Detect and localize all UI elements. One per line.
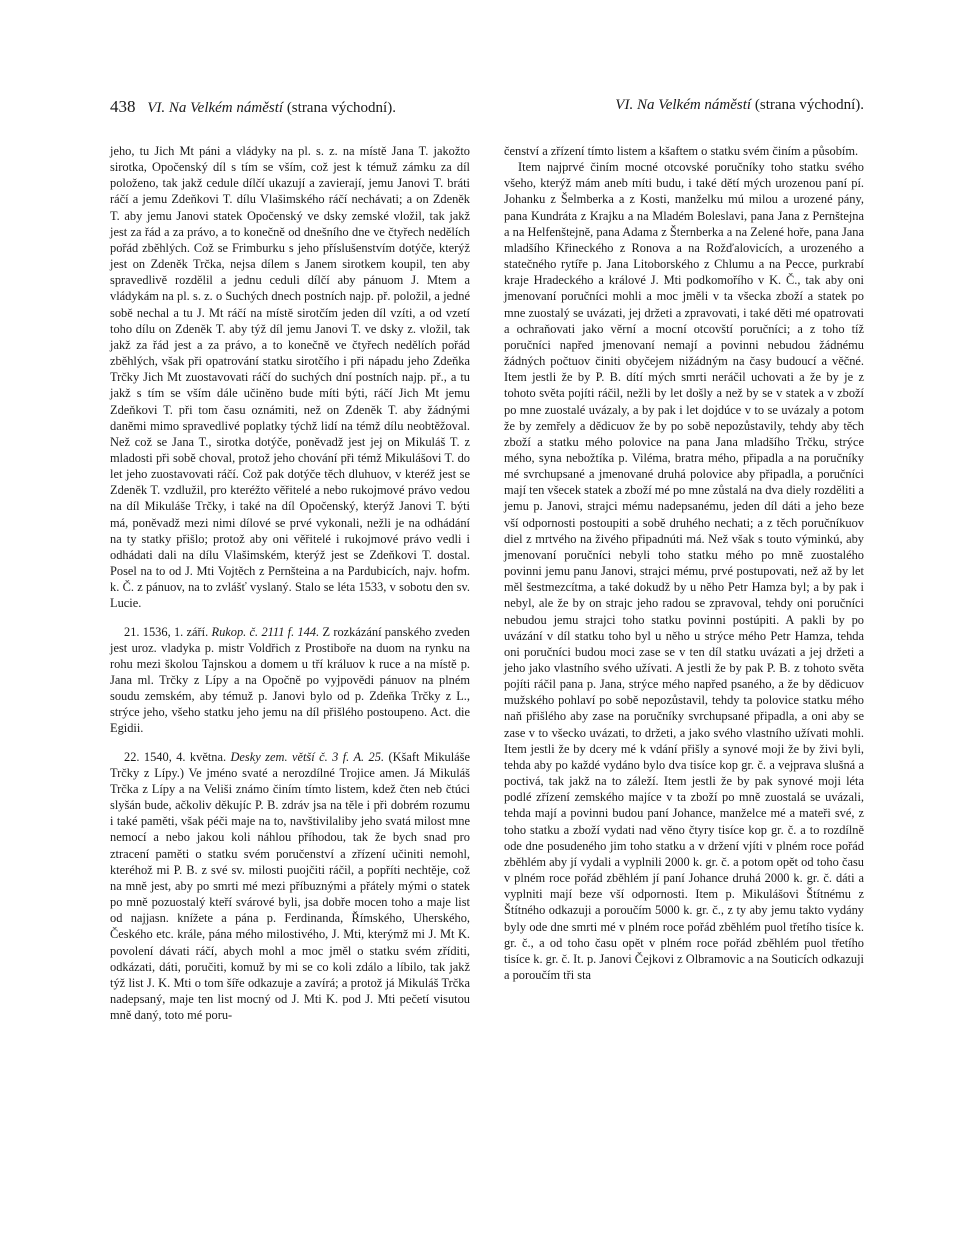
header-left-title: VI. Na Velkém náměstí (147, 100, 284, 116)
entry-22-body: (Kšaft Mikuláše Trčky z Lípy.) Ve jméno svaté a nerozdílné Trojice amen. Já Mikuláš Trčka z Lípy a na Veliši známo činím tímto listem, kdež čten neb čtúci slyšán bude, ačkoliv děkujíc P. B. zdráv jsa na těle i při dobrém rozumu i také paměti, však péči maje na to, navštivilaliby jeho svatá milost mne nemocí a nebo jakou koli náhlou příhodou, tak že bych snad pro ztracení paměti o statku svém poručenství a zřízení učiniti nemohl, kteréhož mi P. B. z své sv. milosti puojčiti ráčil, a popříti nechtěje, což na mně jest, aby po smrti mé mezi příbuznými a přátely mými o statek po mně pozuostalý kteří svárové byli, jsa dobře mocen toho a maje list od najjasn. knížete a pána p. Ferdinanda, Římského, Uherského, Českého etc. krále, pána mého milostivého, J. Mti, kterýmž mi J. Mt K. povolení dávati ráčí, abych mohl a moc jměl o statku svém zříditi, odkázati, dáti, poručiti, komuž by mi se co koli zdálo a líbilo, tak jakž týž list J. K. Mti o tom šíře odkazuje a zavírá; a protož já Mikuláš Trčka nadepsaný, maje ten list mocný od J. Mti K. pod J. Mti pečetí visutou mně daný, toto mé poru- (110, 749, 470, 1023)
entry-21-source: Rukop. č. 2111 f. 144. (211, 624, 320, 639)
entry-21-body: Z rozkázání panského zveden jest uroz. vladyka p. mistr Voldřich z Prostiboře na duom na rynku na rohu mezi školou Tajnskou a domem u tří králuov k ruce a na místě p. Jana ml. Trčky z Lípy a na Opočně po vyjpovědi pánuov na plném soudu zemském, aby témuž p. Janovi bylo od p. Zdeňka Trčky z L., strýce jeho, všeho statku jeho jemu na díl přišlého postoupeno. Act. die Egidii. (110, 624, 470, 736)
header-left (110, 97, 396, 117)
page-number: 438 (110, 97, 136, 116)
header-right (615, 97, 864, 114)
header-right-subtitle: (strana východní). (754, 97, 864, 113)
right-paragraph-1: čenství a zřízení tímto listem a kšaftem o statku svém činím a působím. (504, 144, 859, 158)
left-column (110, 143, 470, 1023)
entry-22-source: Desky zem. větší č. 3 f. A. 25. (230, 749, 385, 764)
left-paragraph-1: jeho, tu Jich Mt páni a vládyky na pl. s. z. na místě Jana T. jakožto sirotka, Opočenský díl s tím se vším, což jest k témuž zámku za díl položeno, tak jakž cedule dílčí ukazují a zavierají, jemu Janovi T. bráti ráčí a jemu Zdeňkovi T. dílu Vlašimského ráčí nechávati; a on Zdeněk T. aby jemu Janovi statek Opočenský ve dsky zemské vložil, tak jakž jest za řád a za právo, a to konečně od dnešního dne ve čtyřech nedělích pořád zběhlých. Což se Frimburku s jeho příslušenstvím dotýče, kterýž jest on Zdeněk Trčka, nejsa dílem s Janem sirotkem koupil, ten aby spravedlivě rozdělil a jednu ceduli dílčí aby pánuom J. Mtem a vládykám na pl. s. z. o Suchých dnech postních najp. př. položil, a jedné sobě nechal a tu J. Mt ráčí na místě sirotčím jeden díl vzíti, a od vzetí toho dílu on Zdeněk T. aby týž díl jemu Janovi T. ve dsky z. vložil, tak jakž za řád jest a za právo, a to konečně ve čtyřech nedělích pořád zběhlých, však při opatrování statku sirotčího i při nápadu jeho Zdeňka Trčky Jich Mt zuostavovati ráčí do suchých dní postních najp. př., a tu jakž s tím se vším dále učiněno bude míti býti, ráčí Jich Mt jemu Zdeňkovi T. při tom času oznámiti, než on Zdeněk T. aby žádnými daněmi mimo spravedlivé poplatky týchž lidí na témž dílu neobtěžoval. Než což se Jana T., sirotka dotýče, poněvadž jest jej on Mikuláš T. z mladosti při sobě choval, protož jeho chování při témž Mikulášovi T. do let jeho zuostavovati ráčí. Což pak dotýče těch dluhuov, v kteréž jest se Zdeněk T. vzdlužil, pro kteréžto věřitelé a nebo rukojmové právo vedou na díl Mikuláše Trčky, i také na díl Opočenský, kterýž Janovi T. býti má, poněvadž mezi nimi dílové se prvé vykonali, nežli je na odhádání na ty statky přišlo; protož aby oni věřitelé i rukojmové právo vedli i odhádati dali na dílu Vlašimském, kterýž jest se Zdeňkovi T. dostal. Posel na to od J. Mti Vojtěch z Pernšteina a na Pardubicích, najv. hofm. k. Č. z pánuov, na to zvlášť vyslaný. Stalo se léta 1533, v sobotu den sv. Lucie. (110, 144, 470, 611)
entry-21-heading: 21. 1536, 1. září. (124, 624, 209, 639)
entry-22-heading: 22. 1540, 4. května. (124, 749, 227, 764)
running-header (110, 97, 864, 121)
entry-21 (110, 624, 470, 737)
entry-22 (110, 749, 470, 1024)
header-left-subtitle: (strana východní). (286, 100, 396, 116)
header-right-title: VI. Na Velkém náměstí (615, 97, 752, 113)
right-column (504, 143, 864, 983)
right-paragraph-2: Item najprvé činím mocné otcovské poručníky toho statku svého všeho, kterýž mám aneb míti budu, i také dětí mých urozenou paní pí. Johanku z Šelmberka a z Kosti, manželku mú milou a urozené pány, pana Kundráta z Krajku a na Mladém Boleslavi, pana Jana z Pernštejna a na Helfenštejně, pana Adama z Šternberka a na Zelené hoře, pana Jana mladšího Křineckého z Ronova a na Rožďalovicích, a urozeného a statečného rytíře p. Jana Litoborského z Chlumu a na Pecce, purkrabí kraje Hradeckého a králové J. Mti podkomořího v K. Č., tak aby oni jmenovaní poručníci mohli a moc jměli v ta všecka zboží a statek po mne zuostalý se uvázati, jej držeti a zpravovati, i také děti mé opatrovati a ochraňovati jako věrní a mocní otcovští poručníci; a z toho tíž poručníci napřed jmenovaní nemají a povinni nebudou žádnému žádných počtuov činiti obyčejem nižádným na časy budoucí a věčné. Item jestli že by P. B. dítí mých smrti neráčil uchovati a že by je z tohoto světa pojíti ráčil, nežli by let došly a než by se v statek a v zboží po mne zuostalé uvázaly, a by pak i let dojdúce v to se uvázaly a potom že by zemřely a dědicuov že by po sobě nepozůstavily, tehdy aby těch zboží a statku mého polovice na pana Jana mladšího Trčku, strýce mého, syna nebožtíka p. Viléma, bratra mého, připadla a na poručníky mé svrchupsané a jmenované druhá polovice aby připadla, a poručníci mají ten všecek statek a zboží mé po mne zůstalá na dva diely rozděliti a jemu p. Janovi, strajci mému nadepsanému, jeden díl dáti a jeho beze vší odpornosti postoupiti a sobě druhého nechati; a z těch poručníkuov diel z mrtvého na živého připadnúti má. Než však s touto výminkú, aby jmenovaní poručníci nebyli toho statku mého po mně zuostalého povinni jemu panu Janovi, strajci mému, prvé postupovati, než až by let měl šestmezcítma, a také dokudž by u něho Petr Hamza byl; a by pak i nebyl, ale že by on strajc jeho radou se zpravoval, tehdy oni poručníci nebudou jemu strajci toho statku povinni postúpiti. A pakli by po uvázání v díl statku toho byl u něho u strýce mého Petr Hamza, tehda oni poručníci budou moci zase se v ten díl statku uvázati a jej držeti a jeho jako vlastního svého užívati. A jestli že by pak P. B. z tohoto světa pojíti ráčil pana p. Jana, strýce mého napřed psaného, a že by dědicuov mužského pohlaví po sobě nepozůstavil, tehdy ta polovice statku mého naň přišlého aby zase na poručníky svrchupsané připadla, a oni aby se zase v to všecko uvázati, to držeti, a jako svého vlastního užívati mohli. Item jestli že by dcery mé k vdání přišly a synové moji že by živi byli, tehda aby po každé vydáno bylo dva tisíce kop gr. č. a vejprava slušná a poctivá, tak jakž na to záleží. Item jestli že by pak synové moji léta podlé zřízení zemského majíce v ta zboží po mně zuostalá se uvázali, tehda mají a povinni budou paní Johance, manželce mé a mateři své, z toho statku a zboží vydati nad věno čtyry tisíce kop gr. č. a to rozdílně ode dne posudeného jim toho statku a v držení vjíti v plném roce pořád zběhlém aby jí vydali a vyplnili 2000 k. gr. č. a potom opět od toho času v plném roce pořád zběhlém jí paní Johance druhá 2000 k. gr. č. dáti a vyplniti mají beze vší odpornosti. Item p. Mikulášovi Štítnému z Štítného odkazuji a poroučím 5000 k. gr. č., z ty aby jemu takto vydány byly ode dne smrti mé v plném roce pořád zběhlém puol třetího tisíce k. gr. č., a od toho času opět v plném roce pořád zběhlém puol třetího tisíce k. gr. č. It. p. Janovi Čejkovi z Olbramovic a na Souticích odkazuji a poroučím tři sta (504, 160, 864, 982)
